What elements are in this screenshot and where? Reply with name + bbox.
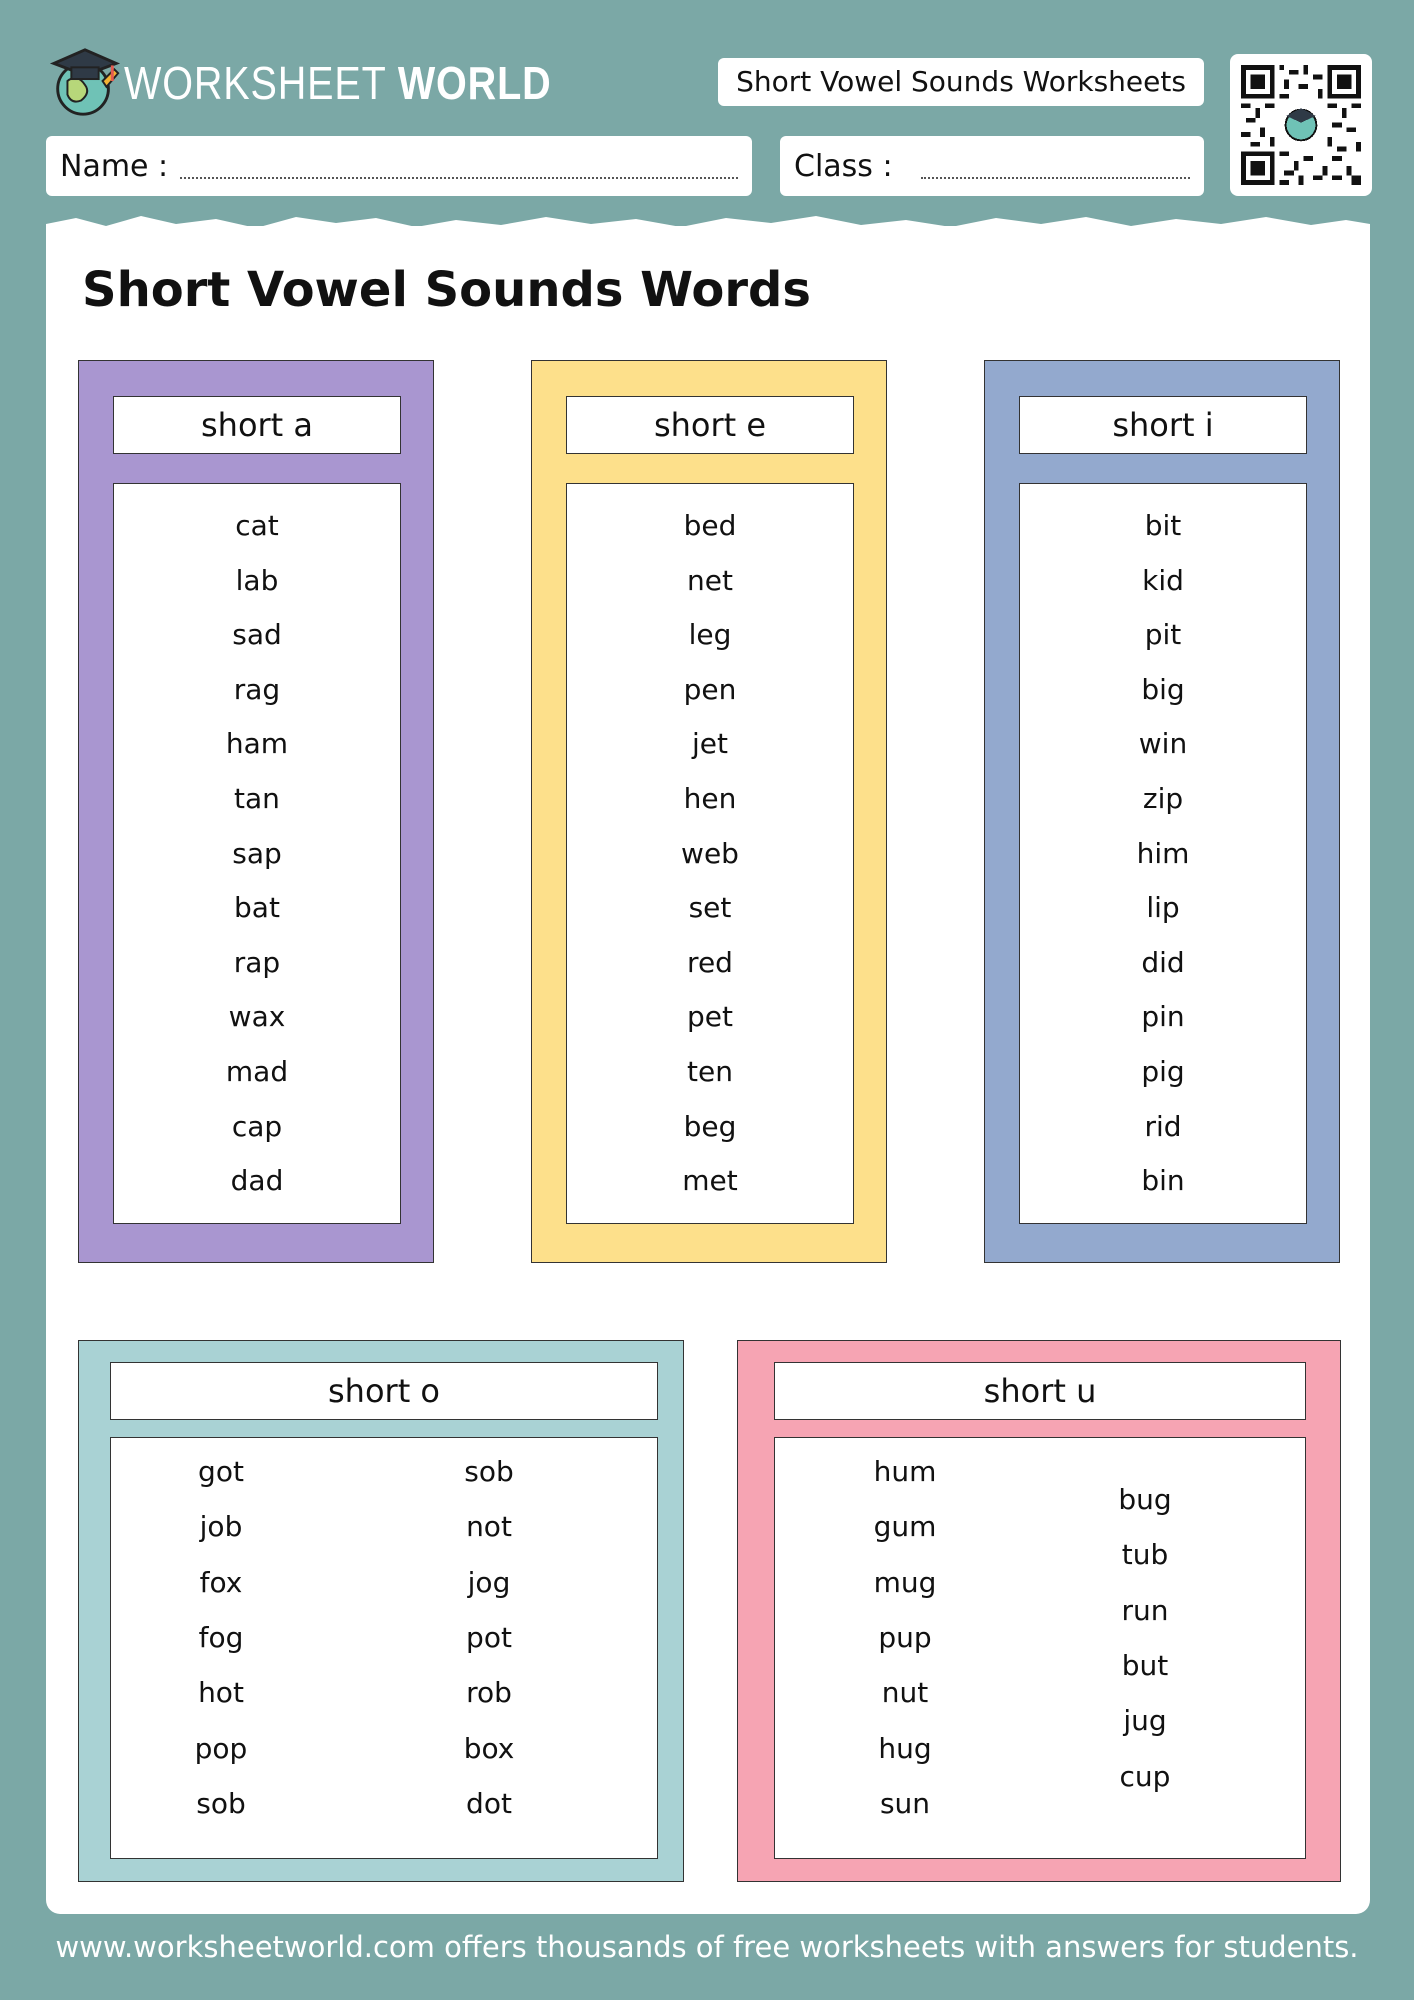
short-e-word: pet [687, 1000, 733, 1034]
page-title: Short Vowel Sounds Words [82, 262, 811, 318]
short-i-word: win [1138, 727, 1188, 761]
logo-icon [46, 42, 124, 120]
worksheet-title: Short Vowel Sounds Worksheets [718, 58, 1204, 106]
short-o-word: jog [467, 1565, 511, 1599]
short-u-word: hum [873, 1455, 937, 1488]
short-o-word: hot [198, 1676, 244, 1710]
short-i-word: him [1136, 836, 1190, 870]
short-e-word: beg [683, 1109, 737, 1143]
short-u-word: gum [873, 1510, 937, 1544]
short-u-word-list [774, 1437, 1306, 1859]
class-field[interactable] [780, 136, 1204, 196]
short-o-word: rob [466, 1676, 512, 1710]
short-o-word: box [463, 1731, 515, 1765]
short-i-word: lip [1146, 891, 1180, 925]
short-e-word: met [682, 1164, 738, 1198]
short-a-word: rap [233, 945, 281, 979]
short-u-word: tub [1121, 1538, 1169, 1572]
brand-name: WORKSHEET WORLD [124, 57, 552, 109]
short-u-word: pup [878, 1620, 932, 1654]
short-u-word: hug [878, 1731, 932, 1765]
short-a-word: rag [233, 672, 281, 706]
class-line[interactable] [921, 153, 1190, 179]
name-label: Name : [60, 148, 169, 184]
short-e-word: leg [688, 618, 732, 652]
short-a-word: dad [230, 1164, 284, 1198]
short-o-word: got [198, 1455, 244, 1488]
short-i-word: pig [1141, 1055, 1185, 1088]
short-e-word: net [687, 563, 733, 597]
short-e-word: hen [683, 782, 737, 815]
short-a-word: lab [235, 563, 279, 597]
short-e-word: pen [683, 672, 737, 706]
short-u-word: run [1121, 1593, 1169, 1627]
short-e-word: jet [692, 727, 728, 761]
short-u-header: short u [774, 1362, 1306, 1420]
short-a-word: cap [231, 1109, 283, 1143]
short-u-word: sun [879, 1786, 931, 1820]
short-o-word: dot [466, 1786, 512, 1820]
short-i-word: pit [1144, 618, 1182, 652]
short-u-word: mug [873, 1565, 937, 1599]
short-e-box [531, 360, 887, 1263]
short-i-word: big [1141, 672, 1185, 706]
short-e-word: bed [683, 509, 737, 542]
footer-site-link[interactable]: www.worksheetworld.com [55, 1930, 435, 1964]
short-e-word: ten [687, 1055, 733, 1088]
short-a-word: sad [232, 618, 282, 652]
short-a-box [78, 360, 434, 1263]
short-o-word: job [199, 1510, 243, 1544]
short-o-box [78, 1340, 684, 1882]
name-line[interactable] [180, 153, 738, 179]
short-o-word: fog [198, 1620, 244, 1654]
short-a-word: sap [232, 836, 282, 870]
short-o-header: short o [110, 1362, 658, 1420]
class-label: Class : [794, 148, 893, 184]
short-o-word: fox [199, 1565, 243, 1599]
short-a-word-list [113, 483, 401, 1224]
short-e-word-list [566, 483, 854, 1224]
short-o-word: pot [466, 1620, 512, 1654]
short-i-word: did [1141, 945, 1185, 979]
short-o-word-list [110, 1437, 658, 1859]
short-i-word: bit [1144, 509, 1182, 542]
short-i-word: kid [1142, 563, 1184, 597]
short-o-word: sob [196, 1786, 246, 1820]
short-i-word-list [1019, 483, 1307, 1224]
short-i-header: short i [1019, 396, 1307, 454]
short-u-box [737, 1340, 1341, 1882]
short-u-word: nut [881, 1676, 929, 1710]
short-a-word: tan [234, 782, 280, 815]
short-u-word: but [1121, 1648, 1169, 1682]
short-a-word: ham [225, 727, 289, 761]
short-i-box [984, 360, 1340, 1263]
short-u-word: bug [1118, 1483, 1172, 1516]
short-i-word: rid [1144, 1109, 1182, 1143]
short-a-word: bat [234, 891, 280, 925]
short-e-word: web [681, 836, 739, 870]
short-i-word: pin [1141, 1000, 1185, 1034]
short-a-word: cat [235, 509, 279, 542]
short-u-word: jug [1123, 1704, 1167, 1738]
short-e-word: set [688, 891, 732, 925]
short-o-word: pop [194, 1731, 248, 1765]
short-a-word: wax [228, 1000, 286, 1034]
short-e-header: short e [566, 396, 854, 454]
qr-code-icon [1230, 54, 1372, 196]
short-u-word: cup [1119, 1759, 1171, 1793]
torn-edge [46, 214, 1370, 240]
short-e-word: red [687, 945, 733, 979]
short-o-word: sob [464, 1455, 514, 1488]
footer-text: www.worksheetworld.com offers thousands of free worksheets with answers for students. [55, 1930, 1359, 1964]
short-a-header: short a [113, 396, 401, 454]
short-a-word: mad [225, 1055, 289, 1088]
short-i-word: zip [1142, 782, 1184, 815]
short-o-word: not [466, 1510, 512, 1544]
short-i-word: bin [1141, 1164, 1185, 1198]
name-field[interactable] [46, 136, 752, 196]
